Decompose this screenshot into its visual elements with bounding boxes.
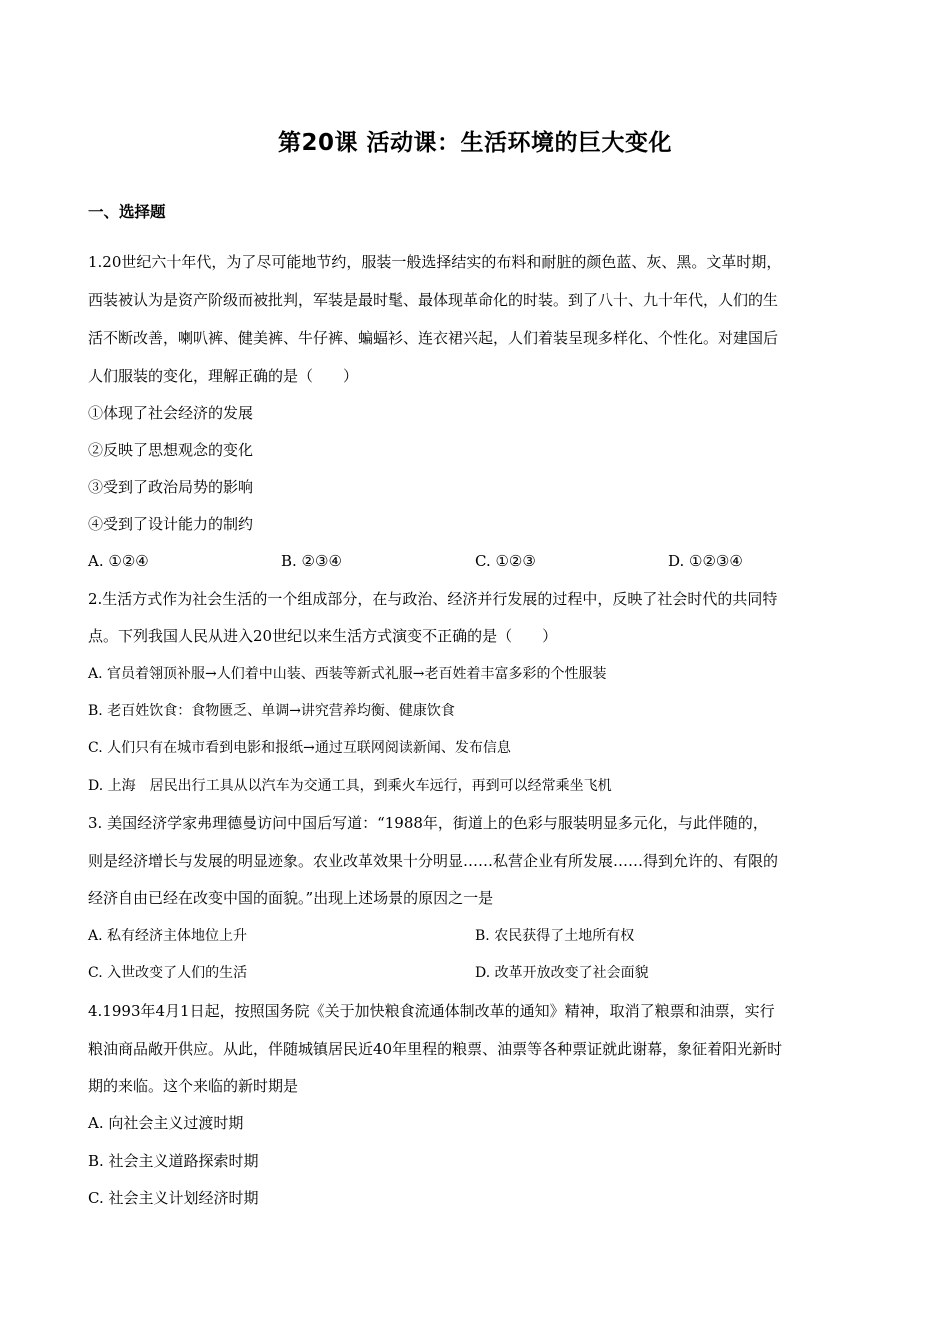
q4-line: 4.1993年4月1日起，按照国务院《关于加快粮食流通体制改革的通知》精神，取消了粮票和油票，实行: [88, 1002, 775, 1020]
q3-option-d: D. 改革开放改变了社会面貌: [475, 965, 649, 981]
q1-option-a: A. ①②④: [88, 552, 149, 570]
q2-option-d: D. 上海 居民出行工具从以汽车为交通工具，到乘火车远行，再到可以经常乘坐飞机: [88, 778, 612, 794]
q1-line: 西装被认为是资产阶级而被批判，军装是最时髦、最体现革命化的时装。到了八十、九十年代，人们的生: [88, 291, 779, 309]
section-heading: 一、选择题: [88, 203, 166, 221]
q3-option-a: A. 私有经济主体地位上升: [88, 928, 248, 944]
q2-option-b: B. 老百姓饮食：食物匮乏、单调→讲究营养均衡、健康饮食: [88, 703, 455, 719]
q1-line: 活不断改善，喇叭裤、健美裤、牛仔裤、蝙蝠衫、连衣裙兴起，人们着装呈现多样化、个性化。对建国后: [88, 329, 779, 347]
q1-option-c: C. ①②③: [475, 552, 536, 570]
page-title: 第20课 活动课：生活环境的巨大变化: [277, 130, 672, 156]
q4-option-c: C. 社会主义计划经济时期: [88, 1189, 259, 1207]
q1-line: 1.20世纪六十年代，为了尽可能地节约，服装一般选择结实的布料和耐脏的颜色蓝、灰、黑。文革时期，: [88, 253, 782, 271]
q4-line: 期的来临。这个来临的新时期是: [88, 1077, 299, 1095]
q2-option-c: C. 人们只有在城市看到电影和报纸→通过互联网阅读新闻、发布信息: [88, 740, 511, 756]
q1-item: ③受到了政治局势的影响: [88, 478, 254, 496]
q1-option-b: B. ②③④: [281, 552, 342, 570]
q4-line: 粮油商品敞开供应。从此，伴随城镇居民近40年里程的粮票、油票等各种票证就此谢幕，象征着阳光新时: [88, 1040, 783, 1058]
q1-item: ④受到了设计能力的制约: [88, 515, 254, 533]
q3-line: 经济自由已经在改变中国的面貌。”出现上述场景的原因之一是: [88, 889, 494, 907]
q2-line: 2.生活方式作为社会生活的一个组成部分，在与政治、经济并行发展的过程中，反映了社会时代的共同特: [88, 590, 778, 608]
q4-option-b: B. 社会主义道路探索时期: [88, 1152, 259, 1170]
q2-option-a: A. 官员着翎顶补服→人们着中山装、西装等新式礼服→老百姓着丰富多彩的个性服装: [88, 666, 607, 682]
q2-line: 点。下列我国人民从进入20世纪以来生活方式演变不正确的是（ ）: [88, 627, 558, 645]
q4-option-a: A. 向社会主义过渡时期: [88, 1114, 244, 1132]
q3-option-b: B. 农民获得了土地所有权: [475, 928, 635, 944]
q3-line: 3. 美国经济学家弗理德曼访问中国后写道：“1988年，街道上的色彩与服装明显多元化，与此伴随的，: [88, 814, 768, 832]
q1-line: 人们服装的变化，理解正确的是（ ）: [88, 367, 359, 385]
q1-item: ①体现了社会经济的发展: [88, 404, 254, 422]
q3-line: 则是经济增长与发展的明显迹象。农业改革效果十分明显……私营企业有所发展……得到允许的、有限的: [88, 852, 779, 870]
q1-option-d: D. ①②③④: [668, 552, 743, 570]
q1-item: ②反映了思想观念的变化: [88, 441, 254, 459]
q3-option-c: C. 入世改变了人们的生活: [88, 965, 248, 981]
